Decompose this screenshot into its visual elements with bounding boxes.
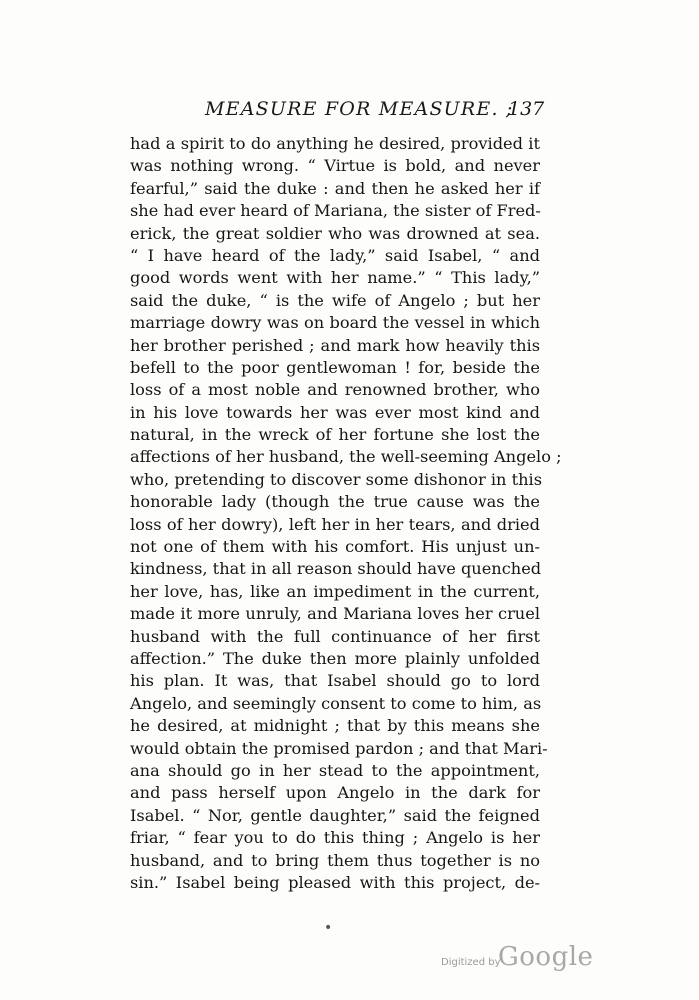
text-line: befell to the poor gentlewoman ! for, beside the — [130, 357, 540, 377]
bottom-mark: • — [324, 920, 333, 936]
text-line: his plan. It was, that Isabel should go to lord — [130, 671, 540, 691]
running-title: MEASURE FOR MEASURE. ; — [205, 98, 514, 120]
text-line: not one of them with his comfort. His unjust un- — [130, 537, 540, 557]
text-line: erick, the great soldier who was drowned at sea. — [130, 223, 540, 243]
text-line: sin.” Isabel being pleased with this project, de- — [130, 872, 540, 892]
text-line: friar, “ fear you to do this thing ; Angelo is her — [130, 828, 540, 848]
text-line: ana should go in her stead to the appointment, — [130, 760, 540, 780]
text-line: good words went with her name.” “ This lady,” — [130, 268, 540, 288]
running-head — [205, 98, 575, 126]
text-line: her brother perished ; and mark how heavily this — [130, 335, 540, 355]
text-line: husband, and to bring them thus together is no — [130, 850, 540, 870]
text-line: affections of her husband, the well-seeming Angelo ; — [130, 447, 562, 467]
google-logo: Google — [498, 942, 594, 972]
text-line: he desired, at midnight ; that by this means she — [130, 716, 540, 736]
text-line: affection.” The duke then more plainly unfolded — [130, 648, 540, 668]
page-number: 137 — [508, 98, 545, 120]
text-line: she had ever heard of Mariana, the sister of Fred- — [130, 201, 541, 221]
text-line: honorable lady (though the true cause was the — [130, 492, 540, 512]
text-line: and pass herself upon Angelo in the dark for — [130, 783, 540, 803]
text-line: husband with the full continuance of her first — [130, 626, 540, 646]
text-line: Isabel. “ Nor, gentle daughter,” said the feigned — [130, 805, 540, 825]
text-line: “ I have heard of the lady,” said Isabel, “ and — [130, 245, 540, 265]
text-line: had a spirit to do anything he desired, provided it — [130, 134, 540, 153]
body-text — [130, 133, 562, 894]
text-line: her love, has, like an impediment in the current, — [130, 581, 540, 601]
text-line: natural, in the wreck of her fortune she lost the — [130, 425, 540, 445]
digitized-watermark — [441, 942, 594, 978]
text-line: said the duke, “ is the wife of Angelo ; but her — [130, 290, 540, 310]
text-line: who, pretending to discover some dishonor in this — [130, 469, 543, 489]
text-line: loss of her dowry), left her in her tears, and dried — [130, 514, 540, 534]
text-line: fearful,” said the duke : and then he asked her if — [130, 178, 540, 198]
watermark-prefix: Digitized by — [441, 957, 501, 968]
text-line: loss of a most noble and renowned brother, who — [130, 380, 540, 400]
text-line: marriage dowry was on board the vessel in which — [130, 313, 540, 333]
text-line: would obtain the promised pardon ; and that Mari- — [130, 738, 548, 758]
text-line: Angelo, and seemingly consent to come to him, as — [130, 693, 542, 713]
text-line: in his love towards her was ever most kind and — [130, 402, 540, 422]
text-line: kindness, that in all reason should have quenched — [130, 559, 542, 579]
text-line: made it more unruly, and Mariana loves her cruel — [130, 604, 540, 624]
text-line: was nothing wrong. “ Virtue is bold, and never — [130, 156, 540, 176]
